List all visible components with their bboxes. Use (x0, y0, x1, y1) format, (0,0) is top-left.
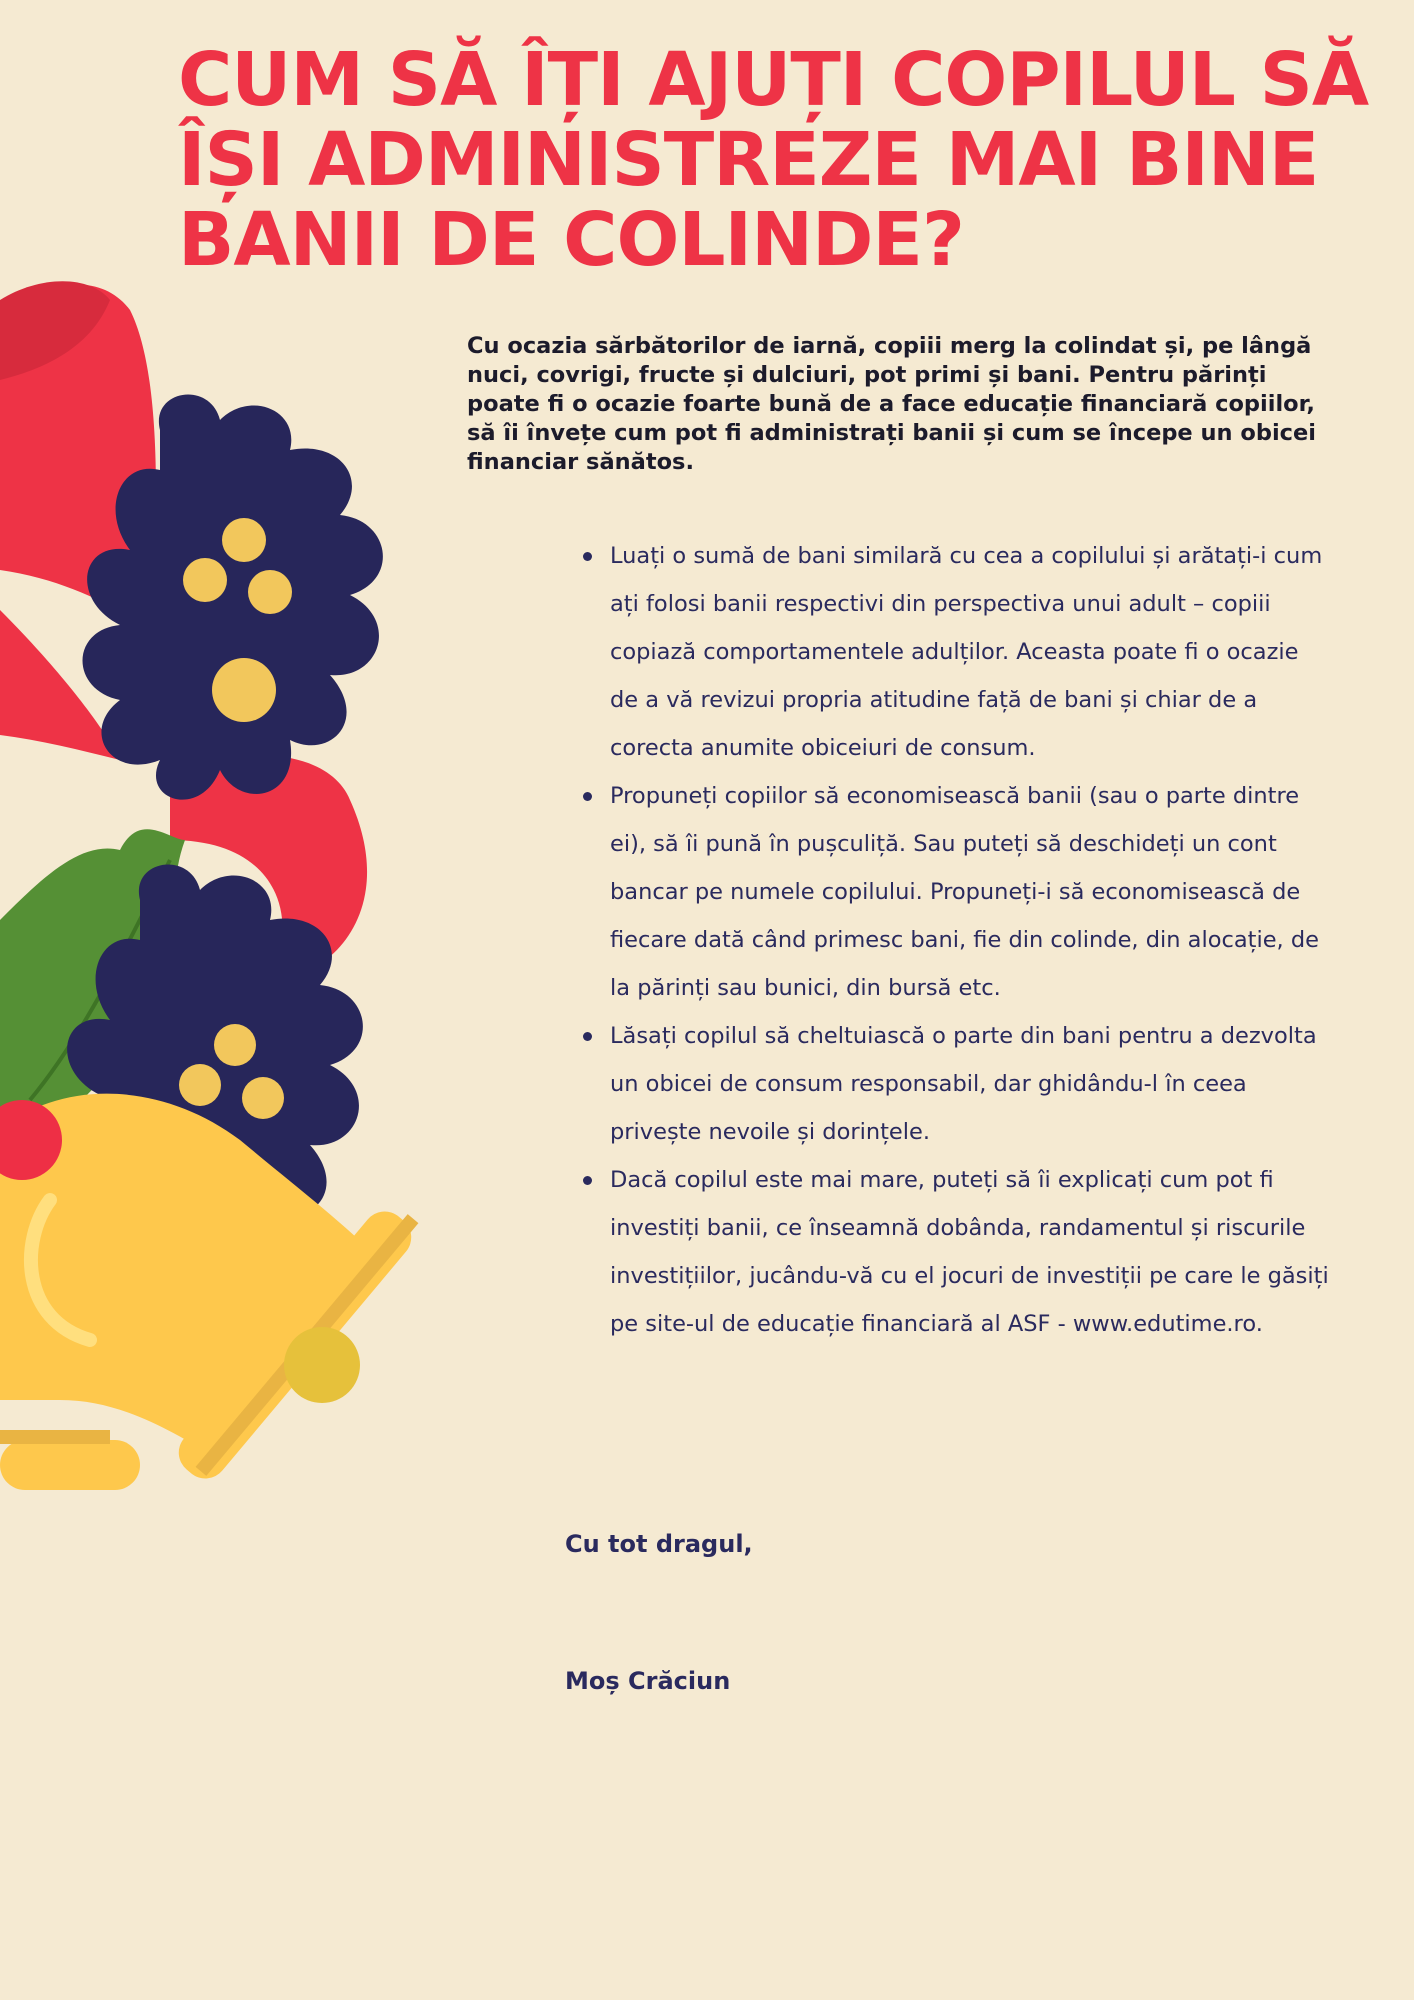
list-item (610, 1156, 1330, 1348)
intro-paragraph: Cu ocazia sărbătorilor de iarnă, copiii merg la colindat și, pe lângă nuci, covrigi, fructe și dulciuri, pot primi și bani. Pentru părinți poate fi o ocazie foarte bună de a face educație financiară copiilor, să îi învețe cum pot fi administrați banii și cum se începe un obicei financiar sănătos. (467, 333, 1316, 475)
page-title (178, 37, 1369, 283)
bullet-icon (583, 1032, 592, 1041)
title-line: BANII DE COLINDE? (178, 197, 964, 283)
title-line: CUM SĂ ÎȚI AJUȚI COPILUL SĂ (178, 37, 1369, 123)
bell-icon (0, 1094, 420, 1490)
list-item-text: Propuneți copiilor să economisească banii (sau o parte dintre ei), să îi pună în pușculiță. Sau puteți să deschideți un cont bancar pe numele copilului. Propuneți-i să economisească de fiecare dată când primesc bani, fie din colinde, din alocație, de la părinți sau bunici, din bursă etc. (610, 783, 1319, 1001)
christmas-wreath-bell-illustration (0, 280, 430, 1540)
list-item (610, 1012, 1330, 1156)
list-item (610, 532, 1330, 772)
closing-text: Cu tot dragul, (565, 1530, 753, 1558)
list-item-text: Dacă copilul este mai mare, puteți să îi explicați cum pot fi investiți banii, ce înseamnă dobânda, randamentul și riscurile investițiilor, jucându-vă cu el jocuri de investiții pe care le găsiți pe site-ul de educație financiară al ASF - www.edutime.ro. (610, 1167, 1329, 1337)
bullet-icon (583, 552, 592, 561)
list-item-text: Lăsați copilul să cheltuiască o parte din bani pentru a dezvolta un obicei de consum responsabil, dar ghidându-l în ceea privește nevoile și dorințele. (610, 1023, 1317, 1145)
title-line: ÎȘI ADMINISTREZE MAI BINE (178, 117, 1319, 203)
bullet-icon (583, 792, 592, 801)
signature-text: Moș Crăciun (565, 1667, 731, 1695)
list-item (610, 772, 1330, 1012)
list-item-text: Luați o sumă de bani similară cu cea a copilului și arătați-i cum ați folosi banii respectivi din perspectiva unui adult – copiii copiază comportamentele adulților. Aceasta poate fi o ocazie de a vă revizui propria atitudine față de bani și chiar de a corecta anumite obiceiuri de consum. (610, 543, 1323, 761)
bullet-icon (583, 1176, 592, 1185)
tips-list (610, 532, 1330, 1348)
